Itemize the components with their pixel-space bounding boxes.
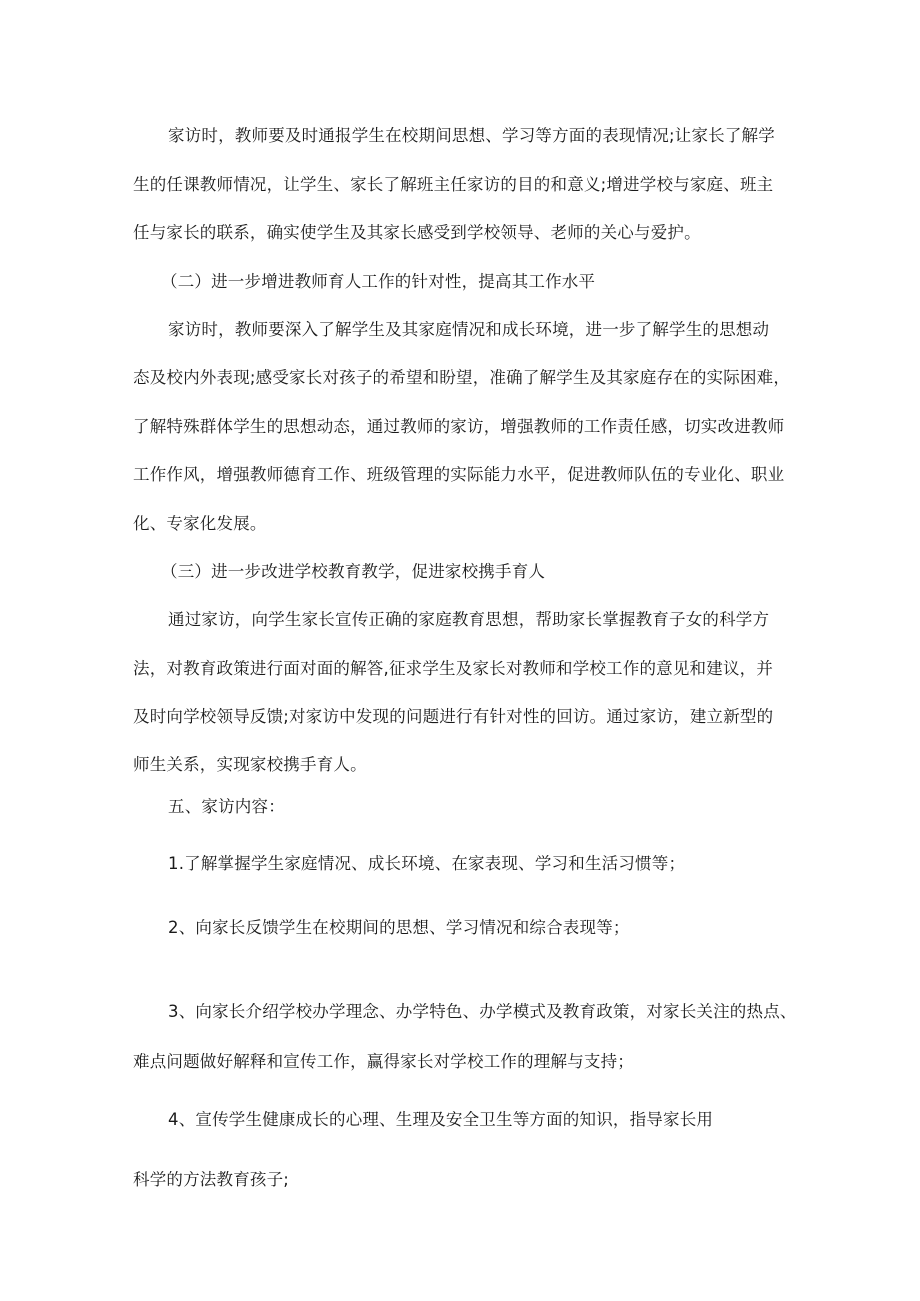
paragraph-2-line-2: 态及校内外表现;感受家长对孩子的希望和盼望，准确了解学生及其家庭存在的实际困难， — [133, 368, 791, 387]
paragraph-2-line-1: 家访时，教师要深入了解学生及其家庭情况和成长环境，进一步了解学生的思想动 — [168, 320, 770, 339]
paragraph-3-line-2: 法，对教育政策进行面对面的解答,征求学生及家长对教师和学校工作的意见和建议，并 — [133, 659, 774, 678]
paragraph-1-line-2: 生的任课教师情况，让学生、家长了解班主任家访的目的和意义;增进学校与家庭、班主 — [133, 175, 774, 194]
heading-2: （二）进一步增进教师育人工作的针对性，提高其工作水平 — [161, 272, 596, 291]
section-5-heading: 五、家访内容： — [168, 797, 285, 816]
list-item-4-line-2: 科学的方法教育孩子; — [133, 1170, 290, 1189]
list-item-3-line-1: 3、向家长介绍学校办学理念、办学特色、办学模式及教育政策，对家长关注的热点、 — [168, 1002, 797, 1021]
list-item-4-line-1: 4、宣传学生健康成长的心理、生理及安全卫生等方面的知识，指导家长用 — [168, 1110, 714, 1129]
heading-3: （三）进一步改进学校教育教学，促进家校携手育人 — [161, 562, 546, 581]
list-item-3-line-2: 难点问题做好解释和宣传工作，赢得家长对学校工作的理解与支持； — [133, 1052, 634, 1071]
paragraph-2-line-3: 了解特殊群体学生的思想动态，通过教师的家访，增强教师的工作责任感，切实改进教师 — [133, 417, 785, 436]
paragraph-3-line-1: 通过家访，向学生家长宣传正确的家庭教育思想，帮助家长掌握教育子女的科学方 — [168, 610, 770, 629]
paragraph-2-line-4: 工作作风，增强教师德育工作、班级管理的实际能力水平，促进教师队伍的专业化、职业 — [133, 465, 785, 484]
paragraph-3-line-4: 师生关系，实现家校携手育人。 — [133, 755, 367, 774]
list-item-2: 2、向家长反馈学生在校期间的思想、学习情况和综合表现等； — [168, 918, 630, 937]
paragraph-3-line-3: 及时向学校领导反馈;对家访中发现的问题进行有针对性的回访。通过家访，建立新型的 — [133, 707, 774, 726]
paragraph-2-line-5: 化、专家化发展。 — [133, 514, 267, 533]
list-item-1: 1.了解掌握学生家庭情况、成长环境、在家表现、学习和生活习惯等； — [168, 854, 686, 873]
paragraph-1-line-3: 任与家长的联系，确实使学生及其家长感受到学校领导、老师的关心与爱护。 — [133, 223, 701, 242]
paragraph-1-line-1: 家访时，教师要及时通报学生在校期间思想、学习等方面的表现情况;让家长了解学 — [168, 126, 775, 145]
